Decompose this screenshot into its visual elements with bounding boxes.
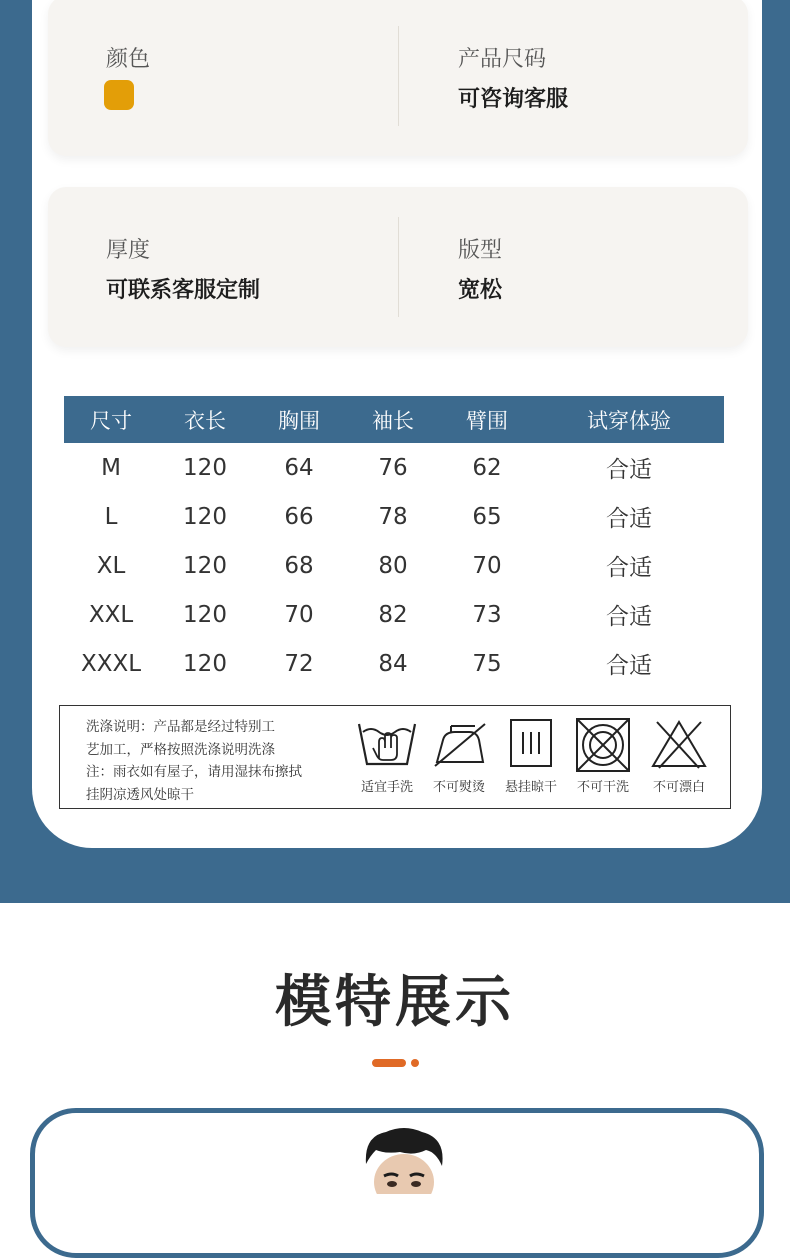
header-fit-experience: 试穿体验 bbox=[534, 396, 724, 443]
care-label: 不可熨烫 bbox=[432, 780, 485, 795]
table-cell: 76 bbox=[378, 454, 408, 481]
table-cell: XXXL bbox=[80, 650, 142, 677]
care-symbol bbox=[496, 718, 566, 795]
header-length: 衣长 bbox=[158, 396, 252, 443]
table-cell: 合适 bbox=[606, 604, 652, 630]
care-symbol bbox=[644, 718, 714, 795]
attribute-card-thickness-fit bbox=[48, 187, 748, 347]
wash-instruction-line: 艺加工，严格按照洗涤说明洗涤 bbox=[86, 741, 275, 758]
table-cell: 66 bbox=[284, 503, 314, 530]
table-row bbox=[64, 492, 724, 541]
table-cell: 82 bbox=[378, 601, 408, 628]
header-size: 尺寸 bbox=[64, 396, 158, 443]
table-cell: 合适 bbox=[606, 506, 652, 532]
thickness-label: 厚度 bbox=[106, 238, 151, 263]
table-cell: 72 bbox=[284, 650, 314, 677]
table-cell: 65 bbox=[472, 503, 502, 530]
table-cell: M bbox=[101, 454, 121, 481]
color-swatch bbox=[104, 80, 134, 110]
table-cell: 120 bbox=[183, 650, 227, 677]
color-label: 颜色 bbox=[106, 47, 151, 72]
hang-dry-icon bbox=[501, 718, 561, 770]
no-bleach-icon bbox=[649, 718, 709, 770]
hand-wash-icon bbox=[357, 718, 417, 770]
table-cell: L bbox=[104, 503, 118, 530]
table-cell: 120 bbox=[183, 552, 227, 579]
table-cell: 75 bbox=[472, 650, 502, 677]
attribute-card-color-size bbox=[48, 0, 748, 156]
title-decoration-bar bbox=[372, 1059, 406, 1067]
title-decoration-dot bbox=[411, 1059, 419, 1067]
card-divider bbox=[398, 26, 399, 126]
table-cell: XL bbox=[96, 552, 126, 579]
care-label: 适宜手洗 bbox=[360, 780, 413, 795]
table-cell: 78 bbox=[378, 503, 408, 530]
table-cell: 70 bbox=[284, 601, 314, 628]
table-header-row bbox=[64, 396, 724, 443]
header-chest: 胸围 bbox=[252, 396, 346, 443]
model-head-image bbox=[356, 1126, 452, 1194]
no-iron-icon bbox=[429, 718, 489, 770]
table-cell: 68 bbox=[284, 552, 314, 579]
wash-instruction-line: 注：雨衣如有屋子，请用湿抹布擦拭 bbox=[86, 764, 302, 780]
table-cell: 80 bbox=[378, 552, 408, 579]
wash-instructions bbox=[86, 716, 346, 806]
model-photo bbox=[356, 1126, 452, 1194]
header-arm: 臂围 bbox=[440, 396, 534, 443]
table-cell: 73 bbox=[472, 601, 502, 628]
table-row bbox=[64, 443, 724, 492]
table-cell: 120 bbox=[183, 454, 227, 481]
table-cell: 70 bbox=[472, 552, 502, 579]
table-row bbox=[64, 541, 724, 590]
care-label: 悬挂晾干 bbox=[504, 780, 557, 795]
table-cell: 120 bbox=[183, 601, 227, 628]
fit-value: 宽松 bbox=[458, 278, 503, 303]
care-symbol bbox=[352, 718, 422, 795]
thickness-value: 可联系客服定制 bbox=[106, 278, 261, 303]
care-symbol bbox=[568, 718, 638, 795]
table-cell: 64 bbox=[284, 454, 314, 481]
table-cell: 合适 bbox=[606, 457, 652, 483]
wash-instruction-line: 挂阴凉透风处晾干 bbox=[86, 786, 194, 803]
wash-care-box bbox=[59, 705, 731, 809]
wash-instruction-line: 洗涤说明：产品都是经过特别工 bbox=[86, 719, 275, 735]
table-cell: 62 bbox=[472, 454, 502, 481]
size-label: 产品尺码 bbox=[458, 47, 547, 72]
size-chart-table bbox=[64, 396, 724, 688]
table-cell: 合适 bbox=[606, 653, 652, 679]
table-cell: 120 bbox=[183, 503, 227, 530]
no-dry-clean-icon bbox=[573, 718, 633, 772]
header-sleeve: 袖长 bbox=[346, 396, 440, 443]
table-row bbox=[64, 590, 724, 639]
table-row bbox=[64, 639, 724, 688]
table-cell: 84 bbox=[378, 650, 408, 677]
card-divider bbox=[398, 217, 399, 317]
care-symbol bbox=[424, 718, 494, 795]
care-label: 不可干洗 bbox=[576, 780, 629, 795]
table-cell: XXL bbox=[88, 601, 134, 628]
section-title: 模特展示 bbox=[275, 970, 515, 1035]
care-label: 不可漂白 bbox=[652, 780, 705, 795]
size-value: 可咨询客服 bbox=[458, 87, 569, 112]
fit-label: 版型 bbox=[458, 238, 503, 263]
table-cell: 合适 bbox=[606, 555, 652, 581]
